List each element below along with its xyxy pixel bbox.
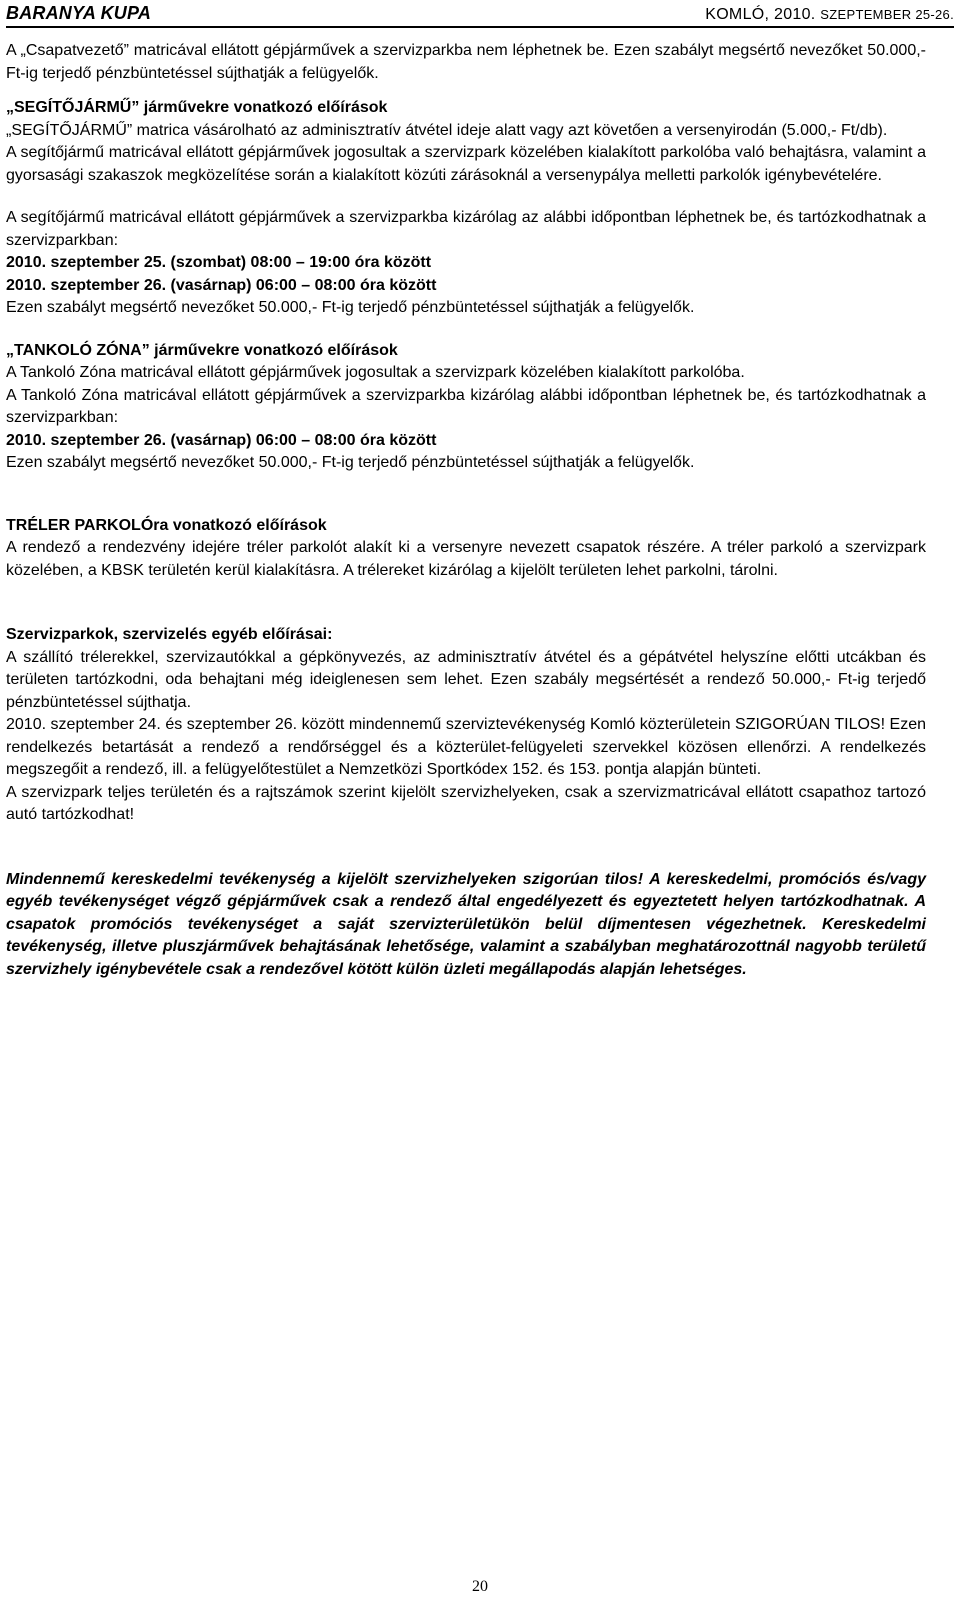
tankolo-paragraph-1: A Tankoló Zóna matricával ellátott gépjárművek jogosultak a szervizpark közelében kialakított parkolóba.: [6, 364, 745, 381]
tankolo-heading: „TANKOLÓ ZÓNA” járművekre vonatkozó előírások: [6, 341, 398, 359]
szerviz-paragraph-2: 2010. szeptember 24. és szeptember 26. között mindennemű szerviztevékenység Komló közterületein SZIGORÚAN TILOS! Ezen rendelkezés betartását a rendező a rendőrséggel és a közterület-felügyeleti szervekkel közösen ellenőrzi. A rendelkezés megszegőit a rendező, ill. a felügyelőtestület a Nemzetközi Sportkódex 152. és 153. pontja alapján bünteti.: [6, 716, 926, 778]
szerviz-heading: Szervizparkok, szervizelés egyéb előírásai:: [6, 626, 333, 643]
szerviz-paragraph-1: A szállító trélerekkel, szervizautókkal a gépkönyvezés, az adminisztratív átvétel és a gépátvétel helyszíne előtti utcákban és területen tartózkodni, oda behajtani még ideiglenesen sem lehet. Ezen szabály megsértését a rendező 50.000,- Ft-ig terjedő pénzbüntetéssel sújthatja.: [6, 648, 926, 711]
header-date: [705, 6, 954, 24]
treler-heading: TRÉLER PARKOLÓra vonatkozó előírások: [6, 516, 327, 534]
document-body: [6, 40, 926, 981]
segito-heading: „SEGÍTŐJÁRMŰ” járművekre vonatkozó előírások: [6, 99, 388, 116]
kereskedelmi-paragraph: Mindennemű kereskedelmi tevékenység a kijelölt szervizhelyeken szigorúan tilos! A kereskedelmi, promóciós és/vagy egyéb tevékenységet végző gépjárművek csak a rendező által engedélyezett és egyeztetett helyen tartózkodhatnak. A csapatok promóciós tevékenységet a saját szervizterületükön belül díjmentesen végezhetnek. Kereskedelmi tevékenység, illetve pluszjárművek behajtásának lehetősége, valamint a szabályban meghatározottnál nagyobb területű szervizhely igénybevétele csak a rendezővel kötött külön üzleti megállapodás alapján lehetséges.: [6, 870, 926, 978]
segito-time-2: 2010. szeptember 26. (vasárnap) 06:00 – 08:00 óra között: [6, 276, 437, 294]
szerviz-paragraph-3: A szervizpark teljes területén és a rajtszámok szerint kijelölt szervizhelyeken, csak a szervizmatricával ellátott csapathoz tartozó autó tartózkodhat!: [6, 783, 926, 823]
page-header: [6, 0, 954, 28]
header-date-main: KOMLÓ, 2010.: [705, 6, 821, 23]
page-number: 20: [472, 1578, 488, 1595]
tankolo-penalty: Ezen szabályt megsértő nevezőket 50.000,- Ft-ig terjedő pénzbüntetéssel sújthatják a felügyelők.: [6, 454, 695, 471]
intro-paragraph: A „Csapatvezető” matricával ellátott gépjárművek a szervizparkba nem léphetnek be. Ezen szabályt megsértő nevezőket 50.000,- Ft-ig terjedő pénzbüntetéssel sújthatják a felügyelők.: [6, 42, 926, 82]
segito-time-1: 2010. szeptember 25. (szombat) 08:00 – 19:00 óra között: [6, 254, 432, 271]
header-title: BARANYA KUPA: [6, 3, 152, 23]
tankolo-time-1: 2010. szeptember 26. (vasárnap) 06:00 – 08:00 óra között: [6, 431, 437, 449]
header-date-month: SZEPTEMBER 25-26.: [820, 7, 954, 22]
treler-paragraph-1: A rendező a rendezvény idejére tréler parkolót alakít ki a versenyre nevezett csapatok részére. A tréler parkoló a szervizpark közelében, a KBSK területén kerül kialakításra. A trélereket kizárólag a kijelölt területen lehet parkolni, tárolni.: [6, 539, 926, 579]
segito-paragraph-1: „SEGÍTŐJÁRMŰ” matrica vásárolható az adminisztratív átvétel ideje alatt vagy azt követően a versenyirodán (5.000,- Ft/db).: [6, 121, 888, 139]
segito-paragraph-2: A segítőjármű matricával ellátott gépjárművek jogosultak a szervizpark közelében kialakított parkolóba való behajtásra, valamint a gyorsasági szakaszok megközelítése során a kialakított közúti zárásoknál a versenypálya melletti parkolók igénybevételére.: [6, 144, 926, 184]
segito-paragraph-3: A segítőjármű matricával ellátott gépjárművek a szervizparkba kizárólag az alábbi időpontban léphetnek be, és tartózkodhatnak a szervizparkban:: [6, 209, 926, 249]
tankolo-paragraph-2: A Tankoló Zóna matricával ellátott gépjárművek a szervizparkba kizárólag alábbi időpontban léphetnek be, és tartózkodhatnak a szervizparkban:: [6, 386, 926, 426]
segito-penalty: Ezen szabályt megsértő nevezőket 50.000,- Ft-ig terjedő pénzbüntetéssel sújthatják a felügyelők.: [6, 299, 695, 316]
